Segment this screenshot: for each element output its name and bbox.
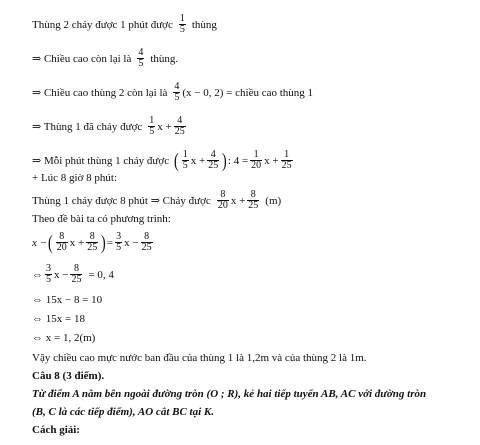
fraction: $\frac{4}{5}$ — [138, 47, 144, 69]
text: ⇒ Thùng 1 đã chảy được — [32, 121, 143, 133]
text: x − — [32, 236, 48, 249]
text: = — [106, 236, 114, 249]
fraction: $\frac{4}{25}$ — [174, 115, 185, 137]
line-10 — [32, 264, 114, 285]
line-9 — [32, 232, 155, 253]
fraction: $\frac{8}{25}$ — [71, 263, 82, 285]
line-12 — [32, 313, 85, 325]
text: ⇔ — [32, 268, 43, 281]
text: x + — [69, 236, 85, 249]
text: (x − 0, 2) = chiều cao thùng 1 — [182, 86, 314, 99]
text: ⇒ Chiều cao còn lại là — [32, 53, 132, 65]
fraction: $\frac{4}{25}$ — [208, 149, 219, 171]
paren-close: ) — [101, 231, 106, 254]
fraction: $\frac{8}{20}$ — [56, 231, 67, 253]
line-2 — [32, 48, 178, 69]
text: thùng. — [150, 52, 179, 65]
solution-heading: Cách giải: — [32, 424, 80, 436]
text: (m) — [265, 194, 282, 207]
text: : 4 = — [227, 154, 249, 167]
text: Thùng 2 chảy được 1 phút được — [32, 18, 173, 31]
paren-close: ) — [222, 149, 227, 172]
text: x + — [230, 194, 246, 207]
line-5 — [32, 150, 295, 171]
text: ⇔ x = 1, 2(m) — [32, 332, 96, 344]
fraction: $\frac{3}{5}$ — [46, 263, 51, 285]
line-7 — [32, 190, 281, 211]
line-3 — [32, 82, 313, 103]
line-14 — [32, 352, 367, 364]
line-13 — [32, 332, 95, 344]
text: Vậy chiều cao mực nước ban đầu của thùng 1 là 1,2m và của thùng 2 là 1m. — [32, 352, 367, 364]
line-4 — [32, 116, 188, 137]
paren-open: ( — [48, 231, 53, 254]
fraction: $\frac{1}{5}$ — [179, 13, 185, 35]
text: x + — [157, 120, 172, 133]
text: + Lúc 8 giờ 8 phút: — [32, 172, 118, 184]
text: ⇒ Mỗi phút thùng 1 chảy được — [32, 155, 170, 167]
text: Thùng 1 chảy được 8 phút ⇒ Chảy được — [32, 195, 211, 207]
text: x + — [264, 154, 279, 167]
text: ⇔ 15x − 8 = 10 — [32, 294, 103, 306]
text: x + — [190, 154, 206, 167]
fraction: $\frac{1}{20}$ — [251, 149, 262, 171]
text: x − — [54, 268, 69, 281]
question-heading: Câu 8 (3 điểm). — [32, 370, 105, 382]
paren-open: ( — [174, 149, 179, 172]
text: ⇔ 15x = 18 — [32, 313, 85, 325]
fraction: $\frac{1}{25}$ — [281, 149, 292, 171]
fraction: $\frac{1}{5}$ — [149, 115, 155, 137]
question-text-2: (B, C là các tiếp điểm), AO cắt BC tại K. — [32, 406, 214, 418]
fraction: $\frac{3}{5}$ — [116, 231, 122, 253]
fraction: $\frac{8}{25}$ — [87, 231, 98, 253]
text: = 0, 4 — [88, 268, 114, 281]
line-6 — [32, 172, 117, 184]
question-text-1: Từ điểm A nằm bên ngoài đường tròn (O ; R), kẻ hai tiếp tuyến AB, AC với đường tròn — [32, 388, 427, 400]
text: thùng — [191, 18, 217, 31]
fraction: $\frac{4}{5}$ — [174, 81, 180, 103]
line-1 — [32, 14, 217, 35]
fraction: $\frac{8}{20}$ — [217, 189, 228, 211]
fraction: $\frac{1}{5}$ — [182, 149, 188, 171]
text: ⇒ Chiều cao thùng 2 còn lại là — [32, 87, 168, 99]
fraction: $\frac{8}{25}$ — [248, 189, 259, 211]
line-11 — [32, 294, 102, 306]
text: Theo đề bài ta có phương trình: — [32, 213, 171, 225]
line-8 — [32, 213, 171, 225]
text: x − — [124, 236, 139, 249]
fraction: $\frac{8}{25}$ — [141, 231, 152, 253]
